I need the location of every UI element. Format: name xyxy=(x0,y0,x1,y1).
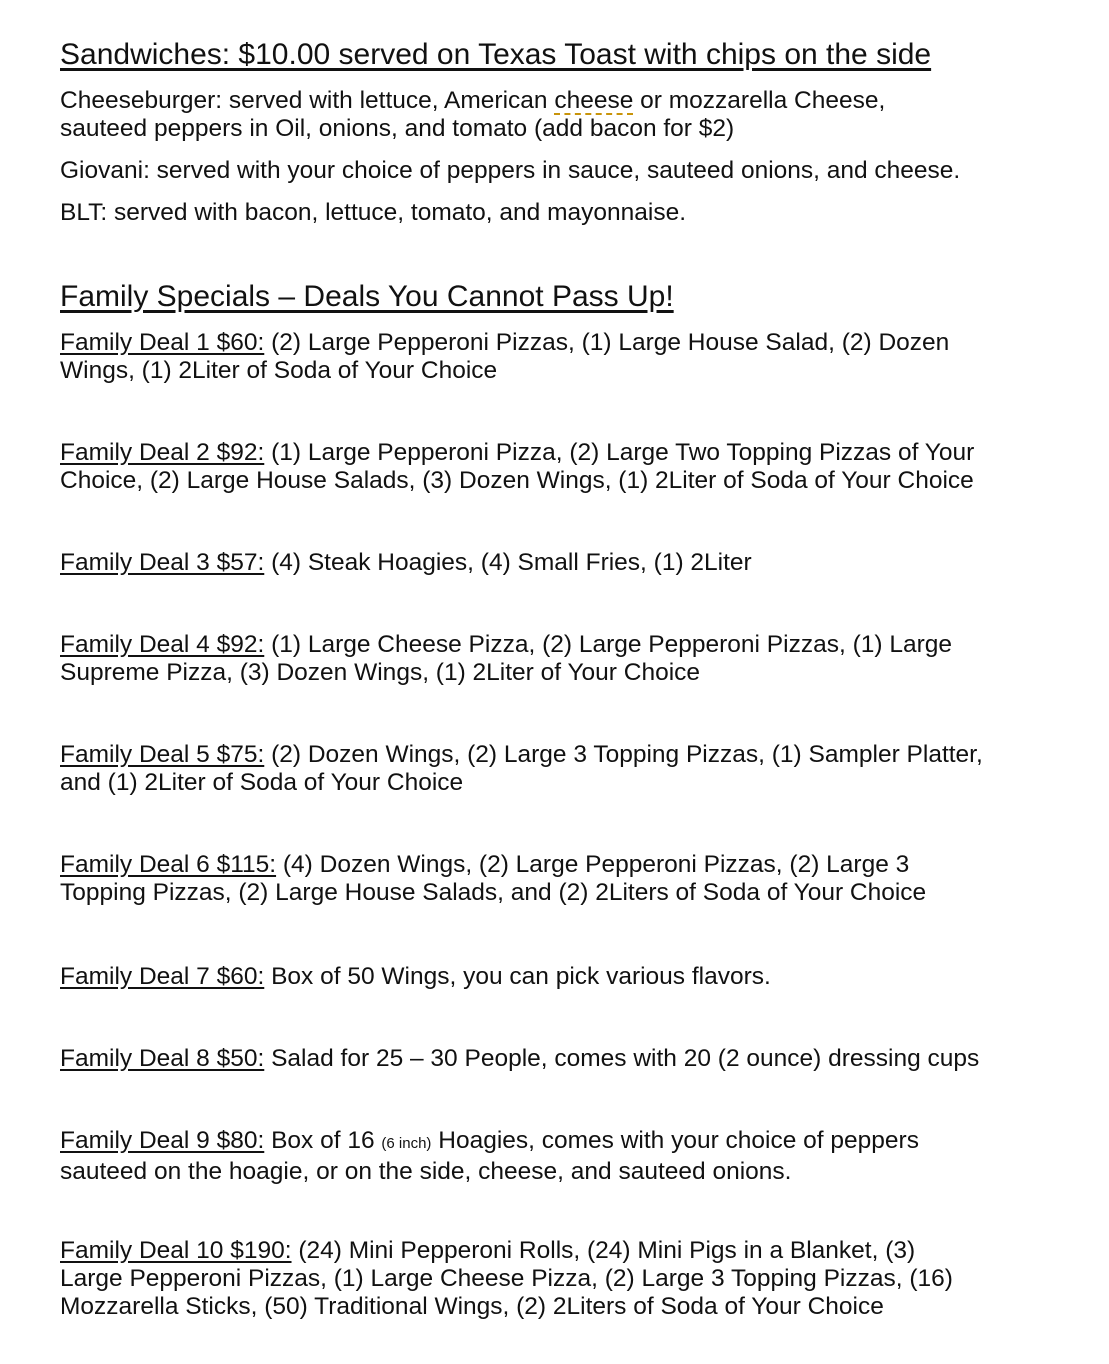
giovani-item: Giovani: served with your choice of peppers in sauce, sauteed onions, and cheese. xyxy=(60,157,961,184)
deal-label: Family Deal 3 $57: xyxy=(60,549,265,576)
deal-label: Family Deal 1 $60: xyxy=(60,329,265,356)
family-deal-6 xyxy=(60,851,1060,907)
deal-description: (24) Mini Pepperoni Rolls, (24) Mini Pigs in a Blanket, (3) Large Pepperoni Pizzas, (1) Large Cheese Pizza, (2) Large 3 Topping Pizzas, (16) Mozzarella Sticks, (50) Traditional Wings, (2) 2Liters of Soda of Your Choice xyxy=(60,1237,953,1320)
family-deal-4 xyxy=(60,631,1060,687)
family-deal-3 xyxy=(60,549,1060,577)
deal-label: Family Deal 5 $75: xyxy=(60,741,265,768)
hoagie-size-note: (6 inch) xyxy=(381,1135,432,1152)
deal-description-start: Box of 16 xyxy=(264,1127,382,1154)
cheeseburger-item xyxy=(60,87,1060,143)
deal-description: (1) Large Cheese Pizza, (2) Large Pepperoni Pizzas, (1) Large Supreme Pizza, (3) Dozen Wings, (1) 2Liter of Your Choice xyxy=(60,631,952,686)
deal-label: Family Deal 4 $92: xyxy=(60,631,265,658)
deal-label: Family Deal 10 $190: xyxy=(60,1237,292,1264)
blt-item: BLT: served with bacon, lettuce, tomato, and mayonnaise. xyxy=(60,199,687,226)
spellcheck-flagged-word: cheese xyxy=(554,87,634,114)
deal-label: Family Deal 6 $115: xyxy=(60,851,277,878)
family-deal-5 xyxy=(60,741,1060,797)
cheeseburger-text-start: Cheeseburger: served with lettuce, American xyxy=(60,87,555,114)
family-deal-2 xyxy=(60,439,1060,495)
deal-description-end: Hoagies, comes with your choice of peppers sauteed on the hoagie, or on the side, cheese, and sauteed onions. xyxy=(60,1127,919,1185)
family-deal-10 xyxy=(60,1237,1060,1321)
deal-label: Family Deal 8 $50: xyxy=(60,1045,265,1072)
deal-description: (4) Steak Hoagies, (4) Small Fries, (1) 2Liter xyxy=(264,549,752,576)
deal-description: (4) Dozen Wings, (2) Large Pepperoni Pizzas, (2) Large 3 Topping Pizzas, (2) Large House Salads, and (2) 2Liters of Soda of Your Choice xyxy=(60,851,927,906)
deal-description: (1) Large Pepperoni Pizza, (2) Large Two Topping Pizzas of Your Choice, (2) Large House Salads, (3) Dozen Wings, (1) 2Liter of Soda of Your Choice xyxy=(60,439,975,494)
sandwiches-heading: Sandwiches: $10.00 served on Texas Toast with chips on the side xyxy=(60,38,932,71)
family-deal-8 xyxy=(60,1045,1060,1073)
cheeseburger-text-end: or mozzarella Cheese, sauteed peppers in Oil, onions, and tomato (add bacon for $2) xyxy=(60,87,886,142)
deal-label: Family Deal 2 $92: xyxy=(60,439,265,466)
family-deal-7 xyxy=(60,963,1060,991)
deal-label: Family Deal 7 $60: xyxy=(60,963,265,990)
deal-label: Family Deal 9 $80: xyxy=(60,1127,265,1154)
family-deal-9 xyxy=(60,1127,1060,1186)
family-specials-heading: Family Specials – Deals You Cannot Pass Up! xyxy=(60,280,674,313)
deal-description: Box of 50 Wings, you can pick various flavors. xyxy=(264,963,771,990)
deal-description: Salad for 25 – 30 People, comes with 20 (2 ounce) dressing cups xyxy=(264,1045,980,1072)
family-deal-1 xyxy=(60,329,1060,385)
deal-description: (2) Dozen Wings, (2) Large 3 Topping Pizzas, (1) Sampler Platter, and (1) 2Liter of Soda of Your Choice xyxy=(60,741,983,796)
deal-description: (2) Large Pepperoni Pizzas, (1) Large House Salad, (2) Dozen Wings, (1) 2Liter of Soda of Your Choice xyxy=(60,329,950,384)
